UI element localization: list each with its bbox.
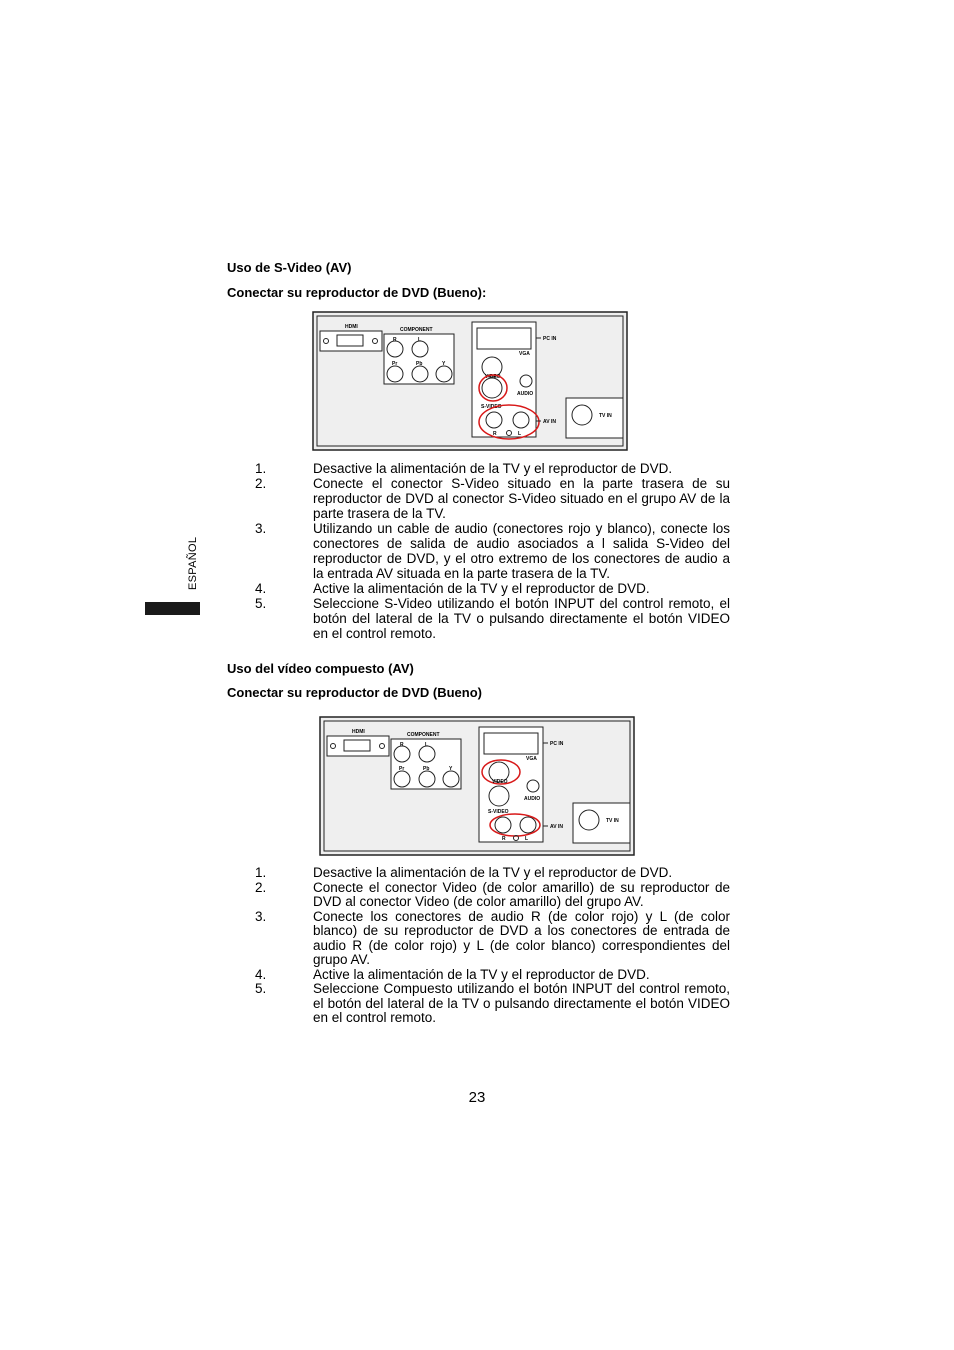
vga-label: VGA: [519, 351, 530, 357]
video-label: VIDEO: [485, 374, 501, 380]
svg-text:Pb: Pb: [416, 361, 423, 367]
av-in-label: AV IN: [543, 419, 556, 425]
language-label: ESPAÑOL: [187, 536, 199, 590]
hdmi-label: HDMI: [345, 324, 358, 330]
svg-text:R: R: [393, 337, 397, 343]
svg-text:Y: Y: [449, 766, 453, 772]
list-item: 2. Conecte el conector S-Video situado en la parte trasera de su reproductor de DVD al conector S-Video situado en el grupo AV de la parte trasera de la TV.: [255, 476, 730, 521]
section2-title: Uso del vídeo compuesto (AV): [227, 661, 414, 676]
svg-text:COMPONENT: COMPONENT: [407, 732, 440, 738]
svg-text:L: L: [525, 836, 529, 842]
component-label: COMPONENT: [400, 327, 433, 333]
svg-text:S-VIDEO: S-VIDEO: [488, 809, 509, 815]
svg-text:VGA: VGA: [526, 756, 537, 762]
connection-diagram-svideo: [312, 311, 628, 451]
svg-text:HDMI: HDMI: [352, 729, 365, 735]
list-item: 1. Desactive la alimentación de la TV y el reproductor de DVD.: [255, 461, 673, 476]
svg-text:L: L: [418, 337, 422, 343]
svg-text:PC IN: PC IN: [550, 741, 564, 747]
list-item: 5. Seleccione Compuesto utilizando el botón INPUT del control remoto, el botón del lateral de la TV o pulsando directamente el botón VIDEO en el control remoto.: [255, 981, 730, 1025]
list-item: 2. Conecte el conector Video (de color amarillo) de su reproductor de DVD al conector Video (de color amarillo) del grupo AV.: [255, 879, 730, 909]
audio-label: AUDIO: [517, 391, 534, 397]
svg-text:R: R: [400, 742, 404, 748]
svg-text:VIDEO: VIDEO: [492, 779, 508, 785]
section1-steps: [255, 461, 730, 641]
svg-text:Pr: Pr: [399, 766, 405, 772]
svideo-label: S-VIDEO: [481, 404, 502, 410]
list-item: 5. Seleccione S-Video utilizando el botón INPUT del control remoto, el botón del lateral de la TV o pulsando directamente el botón VIDEO en el control remoto.: [255, 596, 730, 641]
svg-text:TV IN: TV IN: [606, 818, 619, 824]
language-tab-marker: [145, 602, 200, 615]
svg-text:L: L: [425, 742, 429, 748]
list-item: 4. Active la alimentación de la TV y el reproductor de DVD.: [255, 966, 650, 982]
list-item: 3. Utilizando un cable de audio (conectores rojo y blanco), conecte los conectores de salida de audio asociados a l salida S-Video del reproductor de DVD, y el otro extremo de los conectores de audio a la entrada AV situada en la parte trasera de la TV.: [255, 521, 730, 581]
svg-text:Pr: Pr: [392, 361, 398, 367]
svg-text:AV IN: AV IN: [550, 824, 563, 830]
page-number: 23: [468, 1089, 486, 1106]
svg-text:AUDIO: AUDIO: [524, 796, 541, 802]
list-item: 3. Conecte los conectores de audio R (de color rojo) y L (de color blanco) de su reproductor de DVD a los conectores de entrada de audio R (de color rojo) y L (de color blanco) correspondientes del grupo AV.: [255, 908, 730, 967]
svg-text:L: L: [518, 431, 522, 437]
section2-subtitle: Conectar su reproductor de DVD (Bueno): [227, 685, 482, 700]
tv-in-label: TV IN: [599, 413, 612, 419]
pc-in-label: PC IN: [543, 336, 557, 342]
section2-steps: [255, 866, 730, 1026]
section1-subtitle: Conectar su reproductor de DVD (Bueno):: [227, 285, 487, 300]
svg-text:Pb: Pb: [423, 766, 430, 772]
list-item: 4. Active la alimentación de la TV y el reproductor de DVD.: [255, 581, 650, 596]
svg-text:R: R: [493, 431, 497, 437]
section1-title: Uso de S-Video (AV): [227, 260, 352, 275]
svg-text:Y: Y: [442, 361, 446, 367]
connection-diagram-composite: [319, 716, 635, 856]
svg-text:R: R: [502, 836, 506, 842]
list-item: 1. Desactive la alimentación de la TV y el reproductor de DVD.: [255, 865, 673, 880]
